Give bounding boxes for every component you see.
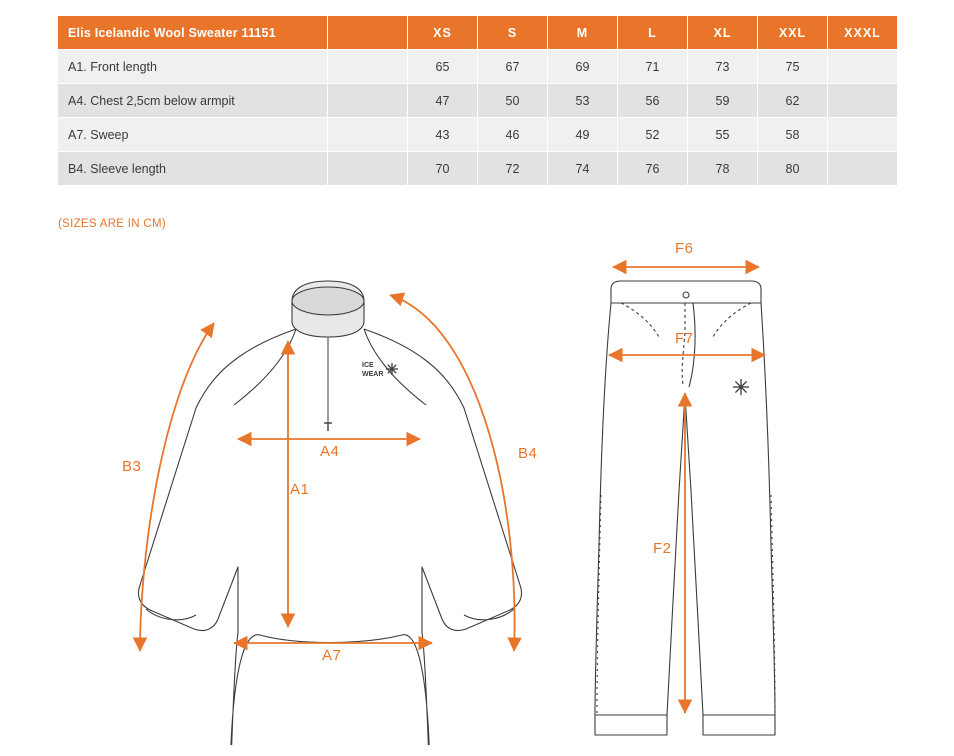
cell-value: 49 <box>548 118 618 152</box>
cell-value: 55 <box>688 118 758 152</box>
measure-label: A4. Chest 2,5cm below armpit <box>58 84 328 118</box>
sweater-diagram <box>110 255 550 745</box>
snowflake-icon <box>386 363 398 375</box>
size-header-l: L <box>618 16 688 50</box>
measure-label: A7. Sweep <box>58 118 328 152</box>
table-header-row <box>58 16 898 50</box>
label-b3: B3 <box>122 458 142 475</box>
table-row <box>58 84 898 118</box>
sweater-outline <box>138 281 521 745</box>
cell-value: 75 <box>758 50 828 84</box>
cell-value: 65 <box>408 50 478 84</box>
cell-value: 58 <box>758 118 828 152</box>
cell-value <box>828 152 898 186</box>
cell-value: 70 <box>408 152 478 186</box>
size-header-xxl: XXL <box>758 16 828 50</box>
size-header-xxxl: XXXL <box>828 16 898 50</box>
row-spacer <box>328 84 408 118</box>
cell-value: 53 <box>548 84 618 118</box>
header-spacer <box>328 16 408 50</box>
cell-value: 78 <box>688 152 758 186</box>
product-title: Elis Icelandic Wool Sweater 11151 <box>58 16 328 50</box>
table-row <box>58 152 898 186</box>
cell-value: 69 <box>548 50 618 84</box>
cell-value: 72 <box>478 152 548 186</box>
cell-value: 43 <box>408 118 478 152</box>
label-f2: F2 <box>653 540 672 557</box>
table-row <box>58 50 898 84</box>
brand-line-1: ICE <box>362 362 374 369</box>
table-row <box>58 118 898 152</box>
row-spacer <box>328 118 408 152</box>
snowflake-icon <box>733 379 749 395</box>
arrow-b3 <box>140 323 214 651</box>
size-header-xl: XL <box>688 16 758 50</box>
units-note: (SIZES ARE IN CM) <box>58 218 166 230</box>
label-a4: A4 <box>320 443 340 460</box>
measure-label: A1. Front length <box>58 50 328 84</box>
cell-value: 73 <box>688 50 758 84</box>
size-header-xs: XS <box>408 16 478 50</box>
measurement-arrows <box>140 295 515 651</box>
cell-value: 80 <box>758 152 828 186</box>
cell-value: 50 <box>478 84 548 118</box>
cell-value: 47 <box>408 84 478 118</box>
pants-diagram <box>575 240 825 745</box>
row-spacer <box>328 50 408 84</box>
label-a7: A7 <box>322 647 342 664</box>
cell-value: 59 <box>688 84 758 118</box>
cell-value <box>828 84 898 118</box>
measure-label: B4. Sleeve length <box>58 152 328 186</box>
cell-value: 46 <box>478 118 548 152</box>
label-a1: A1 <box>290 481 310 498</box>
cell-value: 67 <box>478 50 548 84</box>
size-header-s: S <box>478 16 548 50</box>
cell-value: 71 <box>618 50 688 84</box>
cell-value: 74 <box>548 152 618 186</box>
label-f6: F6 <box>675 240 694 257</box>
label-b4: B4 <box>518 445 538 462</box>
cell-value: 76 <box>618 152 688 186</box>
label-f7: F7 <box>675 330 694 347</box>
brand-line-2: WEAR <box>362 371 384 378</box>
cell-value: 56 <box>618 84 688 118</box>
size-header-m: M <box>548 16 618 50</box>
cell-value <box>828 50 898 84</box>
size-table <box>57 15 898 186</box>
cell-value <box>828 118 898 152</box>
row-spacer <box>328 152 408 186</box>
cell-value: 62 <box>758 84 828 118</box>
cell-value: 52 <box>618 118 688 152</box>
